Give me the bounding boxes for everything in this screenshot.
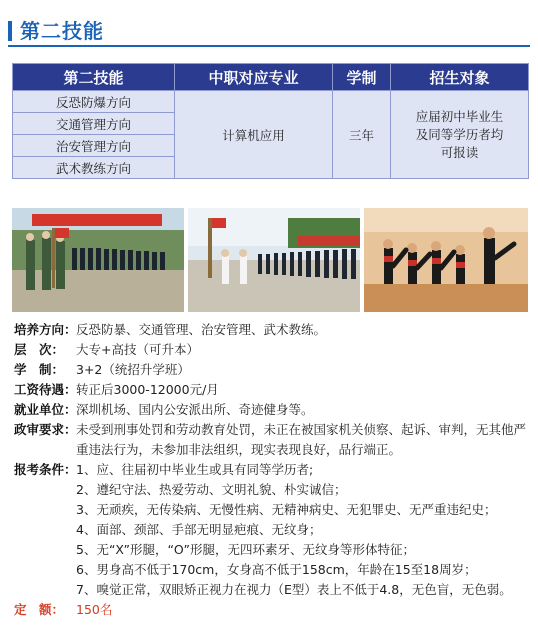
employer-label: 就业单位： <box>14 402 77 417</box>
list-item: 7、嗅觉正常，双眼矫正视力在视力（E型）表上不低于4.8，无色盲，无色弱。 <box>76 582 512 597</box>
direction-cell: 交通管理方向 <box>13 113 175 135</box>
level-row <box>14 340 534 360</box>
details-section <box>14 320 534 620</box>
requirements-label: 报考条件： <box>14 462 77 477</box>
salary-row <box>14 380 534 400</box>
photo-formation <box>188 208 360 312</box>
quota-row <box>14 600 534 620</box>
system-label: 学 制： <box>14 362 65 377</box>
skills-table <box>12 63 529 179</box>
photo-strip <box>12 208 528 312</box>
list-item: 4、面部、颈部、手部无明显疤痕、无纹身； <box>76 522 322 537</box>
col-header-skill: 第二技能 <box>13 64 175 91</box>
list-item: 6、男身高不低于170cm，女身高不低于158cm，年龄在15至18周岁； <box>76 562 477 577</box>
table-row <box>13 91 529 113</box>
quota-label: 定 额： <box>14 602 65 617</box>
employer-row <box>14 400 534 420</box>
political-label: 政审要求： <box>14 422 77 437</box>
target-line: 及同等学历者均 <box>415 126 504 142</box>
direction-cell: 治安管理方向 <box>13 135 175 157</box>
direction-cell: 反恐防爆方向 <box>13 91 175 113</box>
photo-martial-arts <box>364 208 528 312</box>
level-value: 大专+高技（可升本） <box>76 342 199 357</box>
col-header-target: 招生对象 <box>391 64 529 91</box>
political-row <box>14 420 534 460</box>
table-header-row <box>13 64 529 91</box>
direction-cell: 武术教练方向 <box>13 157 175 179</box>
col-header-duration: 学制 <box>333 64 391 91</box>
list-item: 5、无“X”形腿，“O”形腿，无四环素牙、无纹身等形体特征； <box>76 542 416 557</box>
system-row <box>14 360 534 380</box>
list-item: 1、应、往届初中毕业生或具有同等学历者; <box>76 462 314 477</box>
salary-label: 工资待遇： <box>14 382 77 397</box>
target-line: 可报读 <box>440 144 479 160</box>
header-accent-bar <box>8 21 12 41</box>
salary-value: 转正后3000-12000元/月 <box>76 382 219 397</box>
col-header-major: 中职对应专业 <box>175 64 333 91</box>
training-value: 反恐防暴、交通管理、治安管理、武术教练。 <box>76 322 327 337</box>
list-item: 3、无顽疾，无传染病、无慢性病、无精神病史、无犯罪史、无严重违纪史； <box>76 502 497 517</box>
level-label: 层 次： <box>14 342 65 357</box>
training-row <box>14 320 534 340</box>
requirements-block <box>14 460 534 600</box>
quota-value: 150名 <box>76 602 113 617</box>
employer-value: 深圳机场、国内公安派出所、奇迹健身等。 <box>76 402 314 417</box>
header-underline <box>8 45 530 47</box>
list-item: 2、遵纪守法、热爱劳动、文明礼貌、朴实诚信； <box>76 482 347 497</box>
system-value: 3+2（统招升学班） <box>76 362 190 377</box>
section-header <box>8 18 530 44</box>
photo-parade-officers <box>12 208 184 312</box>
political-value: 未受到刑事处罚和劳动教育处罚，未正在被国家机关侦察、起诉、审判，无其他严重违法行为，未参加非法组织，现实表现良好，品行端正。 <box>76 422 527 457</box>
training-label: 培养方向： <box>14 322 77 337</box>
target-cell <box>391 91 529 179</box>
target-line: 应届初中毕业生 <box>415 108 504 124</box>
duration-cell: 三年 <box>333 91 391 179</box>
major-cell: 计算机应用 <box>175 91 333 179</box>
page-title: 第二技能 <box>20 19 104 43</box>
